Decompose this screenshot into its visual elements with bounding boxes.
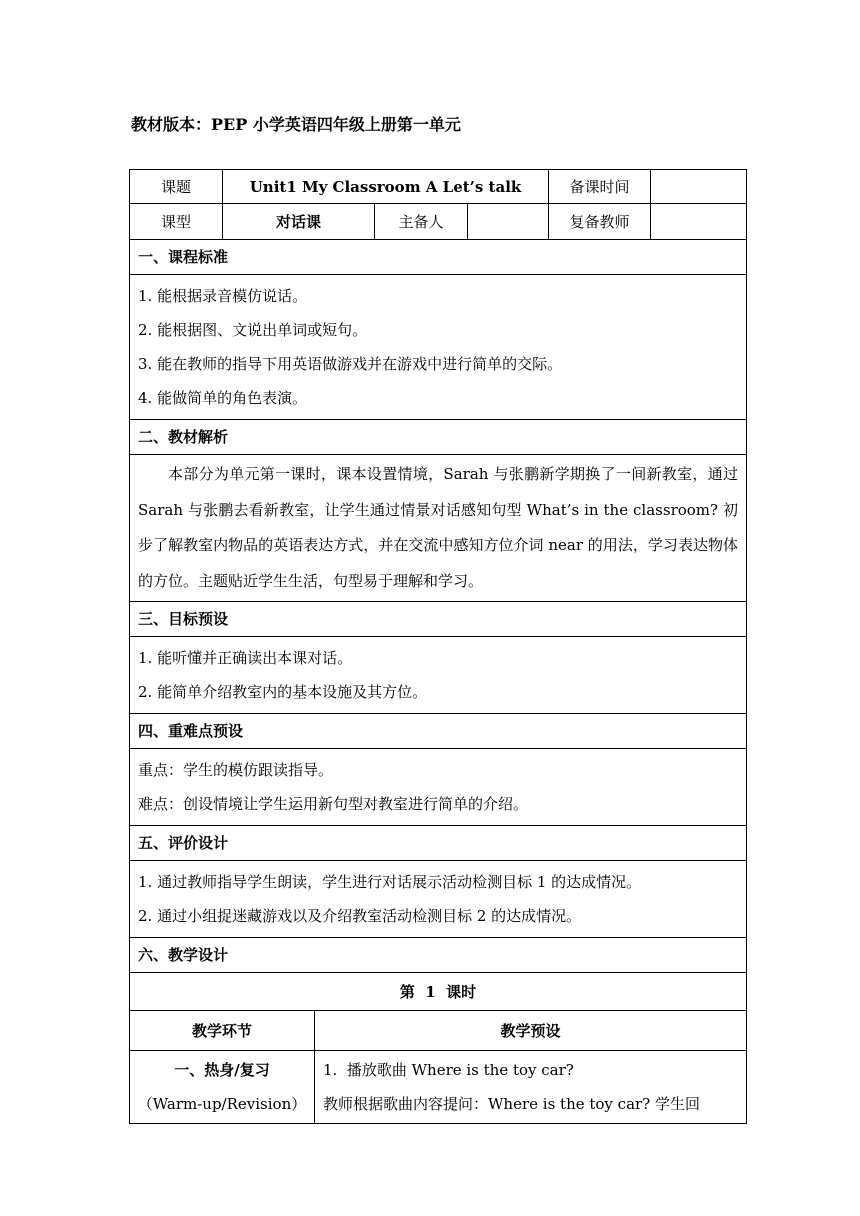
section-heading-row xyxy=(130,420,747,455)
section-body-row xyxy=(130,637,747,714)
document-header: 教材版本：PEP 小学英语四年级上册第一单元 xyxy=(131,115,461,134)
preparer-value xyxy=(468,204,549,240)
plan-line: 教师根据歌曲内容提问：Where is the toy car? 学生回 xyxy=(323,1095,700,1114)
preparer-label: 主备人 xyxy=(375,204,468,240)
section-heading-row xyxy=(130,826,747,861)
reviewer-label: 复备教师 xyxy=(549,204,651,240)
reviewer-value xyxy=(651,204,747,240)
list-item: 3. 能在教师的指导下用英语做游戏并在游戏中进行简单的交际。 xyxy=(138,355,563,373)
topic-label: 课题 xyxy=(130,170,223,204)
prep-time-label: 备课时间 xyxy=(549,170,651,204)
list-item: 1. 通过教师指导学生朗读，学生进行对话展示活动检测目标 1 的达成情况。 xyxy=(138,873,642,892)
section-heading-row xyxy=(130,714,747,749)
stage-subtitle: （Warm-up/Revision） xyxy=(137,1095,307,1114)
section-title: 四、重难点预设 xyxy=(130,714,747,749)
section-body-row xyxy=(130,275,747,420)
list-item: 重点：学生的模仿跟读指导。 xyxy=(138,761,334,780)
design-row xyxy=(130,1051,747,1124)
topic-value: Unit1 My Classroom A Let’s talk xyxy=(223,170,549,204)
section-title: 二、教材解析 xyxy=(130,420,747,455)
section-title: 三、目标预设 xyxy=(130,602,747,637)
type-label: 课型 xyxy=(130,204,223,240)
lesson-row xyxy=(130,973,747,1011)
material-analysis xyxy=(130,455,747,602)
stage-column-header: 教学环节 xyxy=(130,1011,315,1051)
plan-column-header: 教学预设 xyxy=(315,1011,747,1051)
type-value: 对话课 xyxy=(223,204,375,240)
section-body-row xyxy=(130,861,747,938)
info-row-2 xyxy=(130,204,747,240)
lesson-number: 第 1 课时 xyxy=(130,973,747,1011)
plan-line: 1. 播放歌曲 Where is the toy car? xyxy=(323,1061,574,1080)
key-points xyxy=(130,749,747,826)
evaluation-design xyxy=(130,861,747,938)
section-title: 六、教学设计 xyxy=(130,938,747,973)
lesson-plan-table xyxy=(129,169,746,1124)
section-body-row xyxy=(130,455,747,602)
section-heading-row xyxy=(130,602,747,637)
prep-time-value xyxy=(651,170,747,204)
section-heading-row xyxy=(130,938,747,973)
list-item: 1. 能根据录音模仿说话。 xyxy=(138,287,308,305)
list-item: 2. 通过小组捉迷藏游戏以及介绍教室活动检测目标 2 的达成情况。 xyxy=(138,907,582,926)
objectives xyxy=(130,637,747,714)
list-item: 2. 能根据图、文说出单词或短句。 xyxy=(138,321,368,339)
section-title: 五、评价设计 xyxy=(130,826,747,861)
list-item: 难点：创设情境让学生运用新句型对教室进行简单的介绍。 xyxy=(138,795,529,814)
info-row-1 xyxy=(130,170,747,204)
list-item: 2. 能简单介绍教室内的基本设施及其方位。 xyxy=(138,683,428,702)
list-item: 4. 能做简单的角色表演。 xyxy=(138,389,308,407)
analysis-paragraph: 本部分为单元第一课时，课本设置情境，Sarah 与张鹏新学期换了一间新教室，通过 Sarah 与张鹏去看新教室，让学生通过情景对话感知句型 What’s in the classroom? 初步了解教室内物品的英语表达方式，并在交流中感知方位介词 near 的用法，学习表达物体的方位。主题贴近学生生活，句型易于理解和学习。 xyxy=(138,465,739,590)
curriculum-standards xyxy=(130,275,747,420)
stage-cell xyxy=(130,1051,315,1124)
section-body-row xyxy=(130,749,747,826)
section-heading-row xyxy=(130,240,747,275)
list-item: 1. 能听懂并正确读出本课对话。 xyxy=(138,649,353,668)
plan-cell xyxy=(315,1051,747,1124)
design-header-row xyxy=(130,1011,747,1051)
stage-title: 一、热身/复习 xyxy=(174,1061,270,1080)
section-title: 一、课程标准 xyxy=(130,240,747,275)
